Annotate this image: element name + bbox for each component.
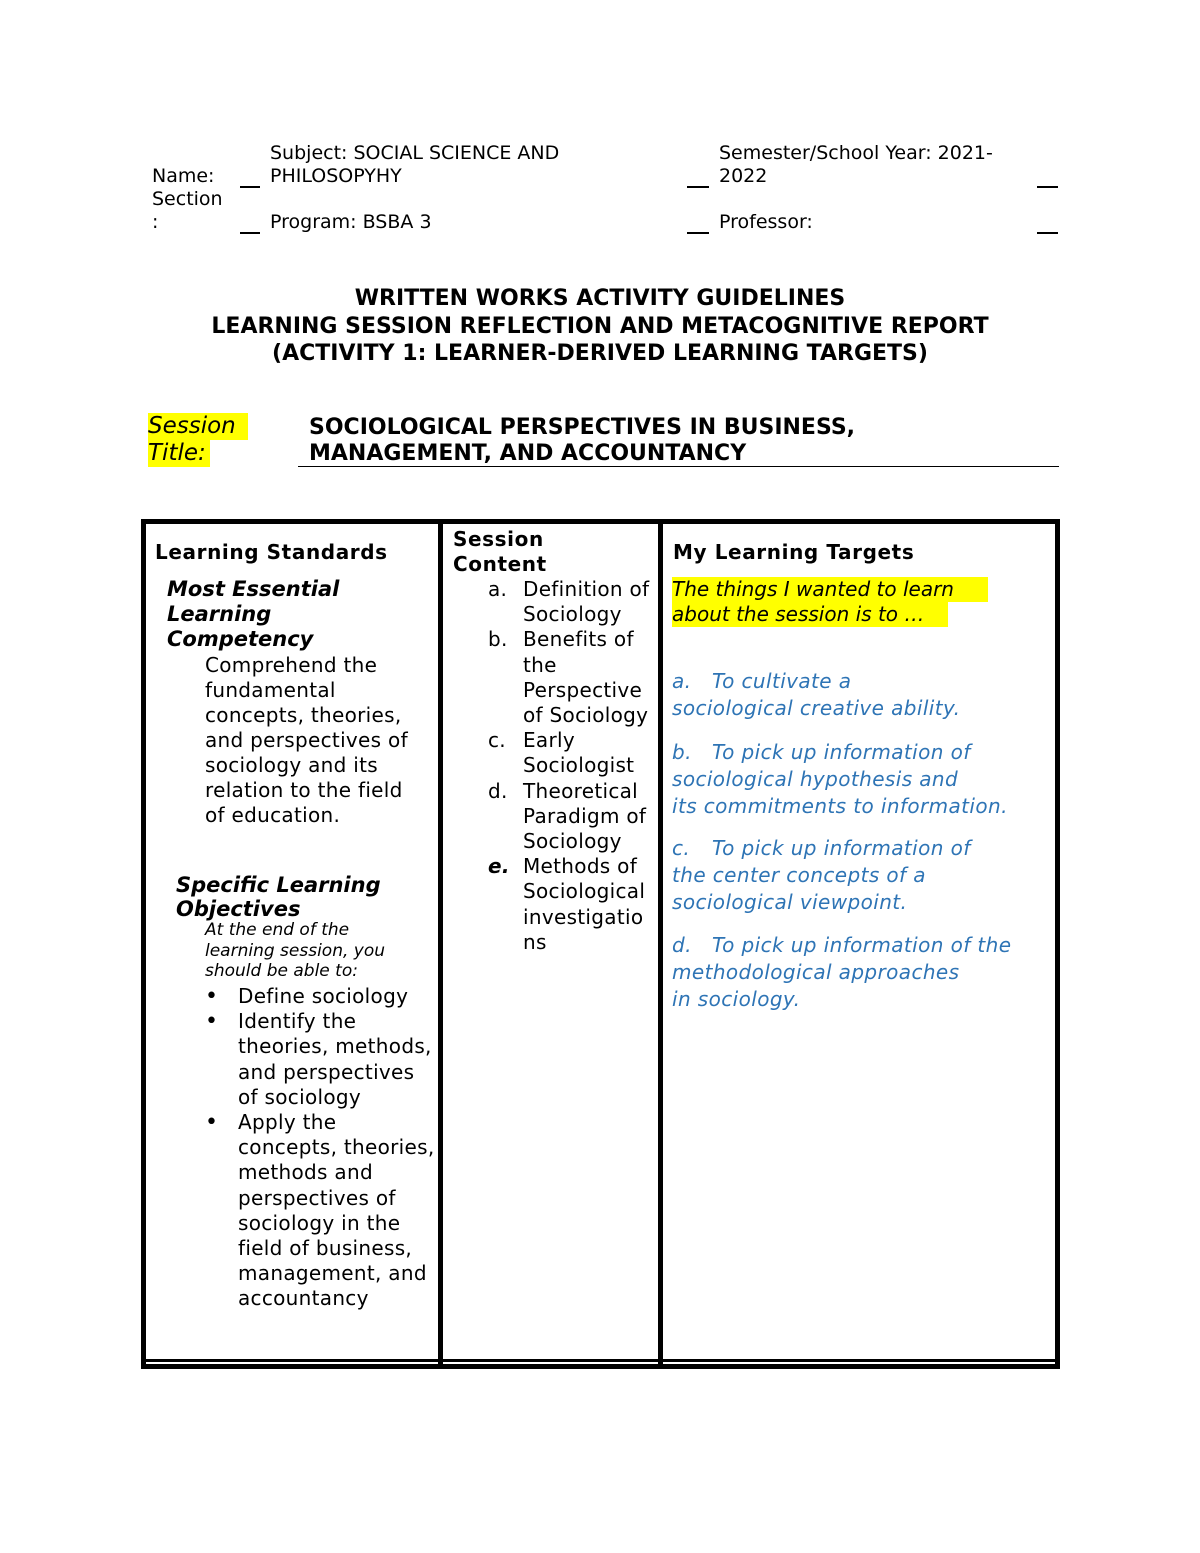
- semester-field: Semester/School Year: 2021-: [719, 142, 993, 164]
- program-field: Program: BSBA 3: [270, 211, 432, 233]
- objective-text: Identify the theories, methods, and perspectives of sociology: [238, 1009, 432, 1109]
- item-text: Benefits of the Perspective of Sociology: [523, 627, 649, 728]
- session-title-underline: [298, 466, 1059, 467]
- melc-heading-3: Competency: [167, 627, 314, 651]
- target-line: sociological creative ability.: [672, 696, 961, 720]
- item-text: Early Sociologist: [523, 728, 635, 778]
- target-d: [672, 932, 1011, 1013]
- slo-note-2: learning session, you: [205, 941, 386, 961]
- target-line: sociological hypothesis and: [672, 767, 959, 791]
- section-blank[interactable]: [240, 232, 260, 234]
- target-line: methodological approaches: [672, 960, 960, 984]
- target-letter: b.: [672, 740, 692, 764]
- list-item: [205, 984, 435, 1009]
- bullet-icon: •: [205, 984, 219, 1009]
- slo-heading: Specific Learning: [176, 873, 381, 897]
- targets-intro: The things I wanted to learn: [672, 577, 988, 602]
- bullet-icon: •: [205, 1110, 219, 1136]
- subject-field-continued: PHILOSOPYHY: [270, 165, 402, 187]
- melc-text-1: Comprehend the: [205, 653, 378, 677]
- target-line: To pick up information of the: [712, 933, 1012, 957]
- targets-intro-continued: about the session is to …: [672, 602, 948, 627]
- professor-field: Professor:: [719, 211, 813, 233]
- section-colon: :: [152, 211, 159, 233]
- target-line: in sociology.: [672, 987, 801, 1011]
- list-item: [453, 779, 658, 855]
- learning-standards-heading: Learning Standards: [155, 540, 388, 564]
- list-item: [453, 854, 658, 955]
- document-title: WRITTEN WORKS ACTIVITY GUIDELINES: [354, 286, 846, 311]
- target-letter: a.: [672, 669, 692, 693]
- item-text: Definition of Sociology: [523, 577, 650, 627]
- target-a: [672, 668, 960, 722]
- target-letter: d.: [672, 933, 692, 957]
- target-letter: c.: [672, 836, 691, 860]
- session-label: Session: [148, 413, 248, 440]
- program-blank[interactable]: [687, 232, 709, 234]
- subject-field: Subject: SOCIAL SCIENCE AND: [270, 142, 560, 164]
- item-text: Methods of Sociological investigatio ns: [523, 854, 646, 954]
- table-bottom-rule: [141, 1359, 1060, 1362]
- session-title-continued: MANAGEMENT, AND ACCOUNTANCY: [309, 441, 747, 466]
- bullet-icon: •: [205, 1009, 219, 1035]
- subject-blank[interactable]: [687, 186, 709, 188]
- melc-text-5: sociology and its: [205, 753, 379, 777]
- slo-note-3: should be able to:: [205, 961, 358, 981]
- target-line: To pick up information of: [712, 740, 971, 764]
- target-line: To pick up information of: [712, 836, 971, 860]
- objectives-list: [205, 984, 435, 1312]
- section-label: Section: [152, 188, 223, 210]
- item-marker: c.: [488, 728, 506, 753]
- melc-text-7: of education.: [205, 803, 341, 827]
- objective-text: Apply the concepts, theories, methods and perspectives of sociology in the field of business, management, and accountancy: [238, 1110, 435, 1311]
- melc-text-2: fundamental: [205, 678, 336, 702]
- session-label-continued: Title:: [148, 440, 210, 467]
- activity-title: (ACTIVITY 1: LEARNER-DERIVED LEARNING TARGETS): [272, 341, 928, 366]
- item-marker: a.: [488, 577, 508, 601]
- session-content-list: [453, 577, 658, 955]
- professor-blank[interactable]: [1037, 232, 1058, 234]
- semester-field-continued: 2022: [719, 165, 768, 187]
- item-marker: e.: [488, 854, 510, 879]
- list-item: [453, 627, 658, 728]
- item-marker: d.: [488, 778, 508, 803]
- melc-text-6: relation to the field: [205, 778, 403, 802]
- slo-heading-2: Objectives: [176, 897, 301, 921]
- item-marker: b.: [488, 627, 508, 652]
- melc-heading: Most Essential: [167, 577, 340, 601]
- list-item: [453, 728, 658, 778]
- melc-heading-2: Learning: [167, 602, 272, 626]
- learning-targets-heading: My Learning Targets: [673, 540, 915, 564]
- melc-text-3: concepts, theories,: [205, 703, 402, 727]
- list-item: [205, 1009, 435, 1110]
- column-divider-2: [658, 519, 663, 1369]
- slo-note-1: At the end of the: [205, 920, 350, 940]
- semester-blank[interactable]: [1037, 186, 1058, 188]
- target-line: the center concepts of a: [672, 863, 926, 887]
- target-line: its commitments to information.: [672, 794, 1008, 818]
- session-content-heading-2: Content: [453, 552, 547, 576]
- name-label: Name:: [152, 165, 215, 187]
- list-item: [453, 577, 658, 627]
- target-b: [672, 739, 1008, 820]
- column-divider-1: [438, 519, 443, 1369]
- list-item: [205, 1110, 435, 1312]
- target-line: To cultivate a: [712, 669, 852, 693]
- session-title: SOCIOLOGICAL PERSPECTIVES IN BUSINESS,: [309, 415, 856, 440]
- document-subtitle: LEARNING SESSION REFLECTION AND METACOGNITIVE REPORT: [211, 314, 989, 339]
- target-c: [672, 835, 971, 916]
- item-text: Theoretical Paradigm of Sociology: [523, 778, 647, 854]
- session-content-heading: Session: [453, 527, 544, 551]
- melc-text-4: and perspectives of: [205, 728, 408, 752]
- name-blank[interactable]: [240, 186, 260, 188]
- objective-text: Define sociology: [238, 984, 409, 1008]
- target-line: sociological viewpoint.: [672, 890, 908, 914]
